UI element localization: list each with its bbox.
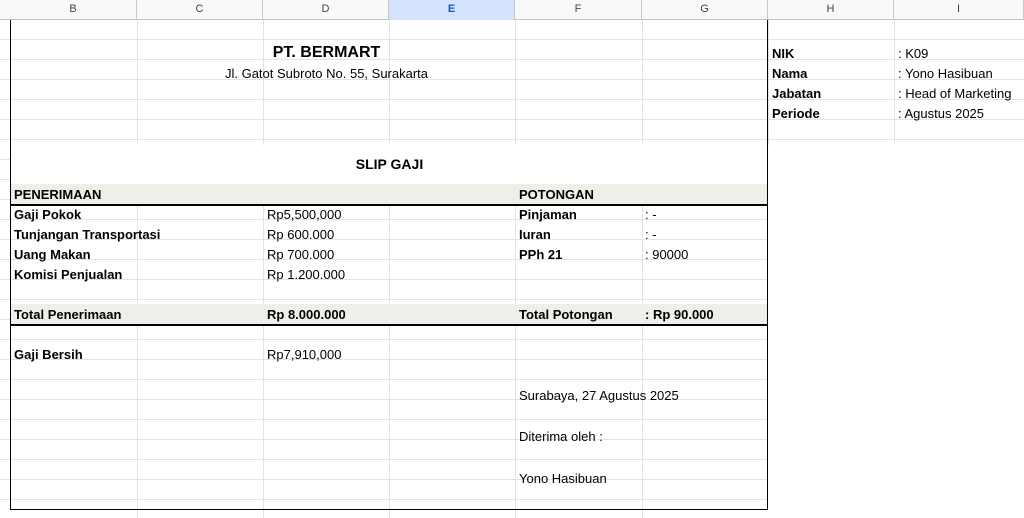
- slip-border: [10, 20, 768, 510]
- penerimaan-header: PENERIMAAN: [14, 187, 102, 202]
- potongan-item-value: : -: [645, 207, 657, 222]
- column-header-i[interactable]: I: [894, 0, 1024, 20]
- penerimaan-item-value: Rp 1.200.000: [267, 267, 346, 282]
- column-header-h[interactable]: H: [768, 0, 894, 20]
- penerimaan-item-value: Rp 600.000: [267, 227, 335, 242]
- column-header-b[interactable]: B: [10, 0, 137, 20]
- employee-label-nama: Nama: [772, 66, 808, 81]
- total-potongan-value: : Rp 90.000: [645, 307, 714, 322]
- employee-value-nik: : K09: [898, 46, 929, 61]
- column-header-g[interactable]: G: [642, 0, 768, 20]
- column-header-row: [0, 0, 1024, 20]
- employee-value-periode: : Agustus 2025: [898, 106, 985, 121]
- column-header-f[interactable]: F: [515, 0, 642, 20]
- column-header-d[interactable]: D: [263, 0, 389, 20]
- total-penerimaan-value: Rp 8.000.000: [267, 307, 346, 322]
- gaji-bersih-label: Gaji Bersih: [14, 347, 83, 362]
- employee-value-jabatan: : Head of Marketing: [898, 86, 1012, 101]
- penerimaan-item-label: Uang Makan: [14, 247, 91, 262]
- blank-area: [768, 145, 1024, 518]
- potongan-item-label: Iuran: [519, 227, 551, 242]
- penerimaan-item-label: Gaji Pokok: [14, 207, 82, 222]
- slip-title: SLIP GAJI: [355, 156, 424, 172]
- gaji-bersih-value: Rp7,910,000: [267, 347, 342, 362]
- total-potongan-label: Total Potongan: [519, 307, 613, 322]
- potongan-item-value: : -: [645, 227, 657, 242]
- penerimaan-item-value: Rp 700.000: [267, 247, 335, 262]
- penerimaan-item-label: Tunjangan Transportasi: [14, 227, 161, 242]
- employee-label-periode: Periode: [772, 106, 820, 121]
- potongan-item-label: Pinjaman: [519, 207, 577, 222]
- potongan-item-value: : 90000: [645, 247, 689, 262]
- penerimaan-item-label: Komisi Penjualan: [14, 267, 123, 282]
- total-penerimaan-label: Total Penerimaan: [14, 307, 122, 322]
- potongan-header: POTONGAN: [519, 187, 594, 202]
- employee-label-jabatan: Jabatan: [772, 86, 822, 101]
- column-header-e[interactable]: E: [389, 0, 515, 20]
- potongan-item-label: PPh 21: [519, 247, 563, 262]
- signature-name: Yono Hasibuan: [519, 471, 607, 486]
- signature-received-by: Diterima oleh :: [519, 429, 603, 444]
- company-name: PT. BERMART: [272, 44, 381, 61]
- column-header-c[interactable]: C: [137, 0, 263, 20]
- signature-place-date: Surabaya, 27 Agustus 2025: [519, 388, 679, 403]
- company-address: Jl. Gatot Subroto No. 55, Surakarta: [224, 66, 429, 81]
- employee-value-nama: : Yono Hasibuan: [898, 66, 993, 81]
- penerimaan-item-value: Rp5,500,000: [267, 207, 342, 222]
- employee-label-nik: NIK: [772, 46, 795, 61]
